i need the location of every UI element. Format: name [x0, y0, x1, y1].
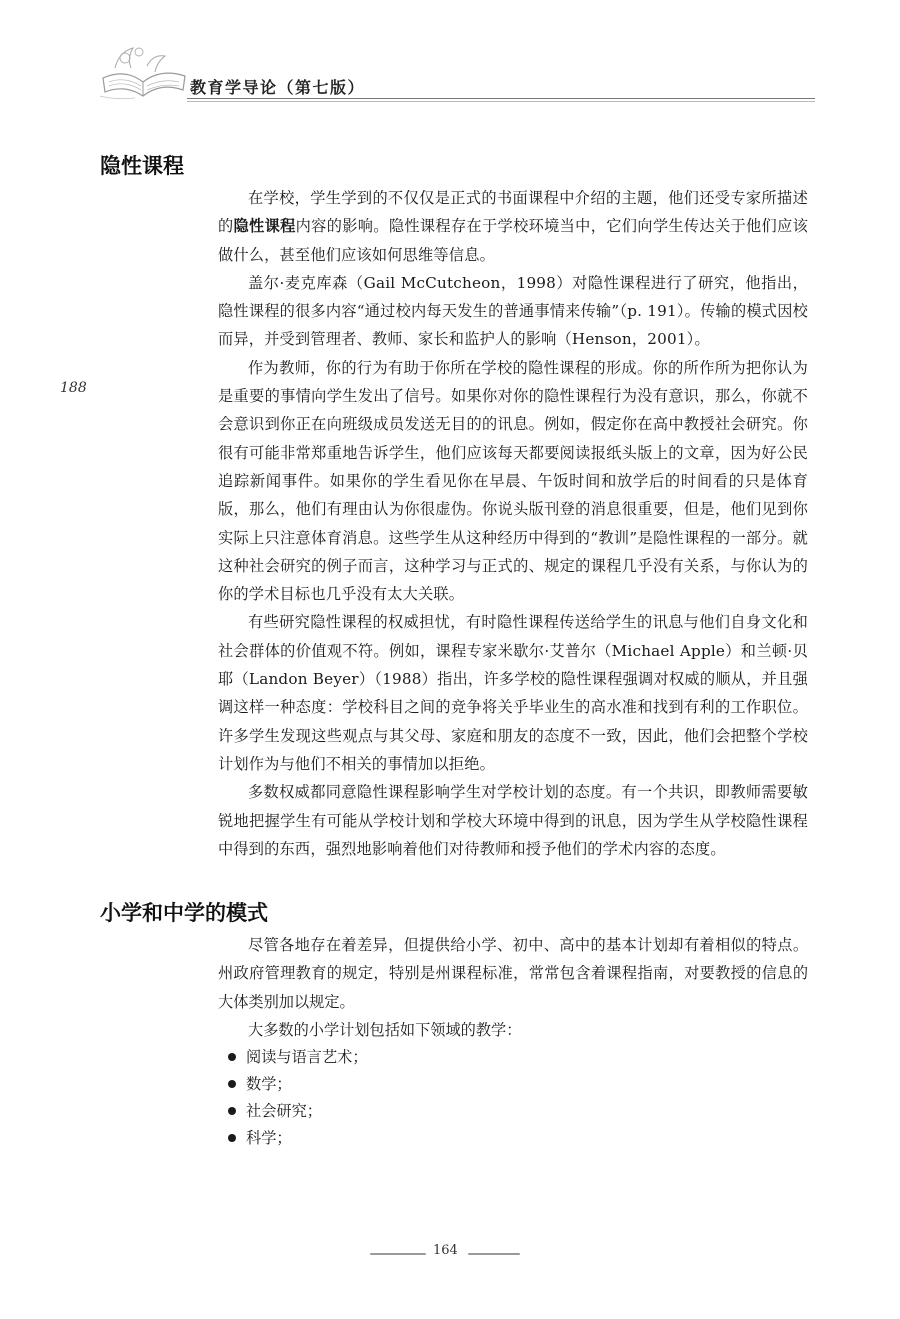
list-item: [218, 1125, 808, 1152]
list-item-text: 社会研究；: [246, 1102, 322, 1121]
key-term: 隐性课程: [233, 217, 296, 236]
book-title: 教育学导论（第七版）: [190, 78, 366, 97]
section-body: [218, 931, 808, 1152]
section-body: [218, 184, 808, 863]
header-rule: [187, 98, 815, 99]
paragraph: 大多数的小学计划包括如下领域的教学：: [248, 1021, 522, 1040]
page-footer: [370, 1243, 520, 1263]
paragraph: 多数权威都同意隐性课程影响学生对学校计划的态度。有一个共识，即教师需要敏锐地把握学生有可能从学校计划和学校大环境中得到的讯息，因为学生从学校隐性课程中得到的东西，强烈地影响着他们对待教师和授予他们的学术内容的态度。: [218, 783, 808, 858]
footer-ornament-left: [370, 1253, 426, 1255]
margin-page-number: 188: [60, 380, 87, 396]
footer-ornament-right: [468, 1253, 520, 1255]
running-header: [95, 38, 815, 108]
bullet-icon: [228, 1053, 236, 1061]
list-item: [218, 1098, 808, 1125]
paragraph-text: 在学校，学生学到的不仅仅是正式的书面课程中介绍的主题，他们还受专家所描述的: [218, 189, 808, 236]
list-item-text: 阅读与语言艺术；: [246, 1048, 368, 1067]
paragraph: 尽管各地存在着差异，但提供给小学、初中、高中的基本计划却有着相似的特点。州政府管理教育的规定，特别是州课程标准，常常包含着课程指南，对要教授的信息的大体类别加以规定。: [218, 936, 808, 1011]
page-content: [100, 150, 808, 1152]
paragraph: [218, 184, 808, 269]
list-item-text: 科学；: [246, 1129, 292, 1148]
open-book-with-flowers-icon: [95, 38, 190, 103]
page-number: 164: [433, 1243, 458, 1258]
paragraph: 作为教师，你的行为有助于你所在学校的隐性课程的形成。你的所作所为把你认为是重要的事情向学生发出了信号。如果你对你的隐性课程行为没有意识，那么，你就不会意识到你正在向班级成员发送无目的的讯息。例如，假定你在高中教授社会研究。你很有可能非常郑重地告诉学生，他们应该每天都要阅读报纸头版上的文章，因为好公民追踪新闻事件。如果你的学生看见你在早晨、午饭时间和放学后的时间看的只是体育版，那么，他们有理由认为你很虚伪。你说头版刊登的消息很重要，但是，他们见到你实际上只注意体育消息。这些学生从这种经历中得到的“教训”是隐性课程的一部分。就这种社会研究的例子而言，这种学习与正式的、规定的课程几乎没有关系，与你认为的你的学术目标也几乎没有太大关联。: [218, 358, 808, 604]
list-item: [218, 1071, 808, 1098]
section-title: 小学和中学的模式: [100, 901, 268, 926]
bullet-icon: [228, 1134, 236, 1142]
paragraph: 有些研究隐性课程的权威担忧，有时隐性课程传送给学生的讯息与他们自身文化和社会群体的价值观不符。例如，课程专家米歇尔·艾普尔（Michael Apple）和兰顿·贝耶（Landon Beyer）（1988）指出，许多学校的隐性课程强调对权威的顺从，并且强调这样一种态度：学校科目之间的竞争将关乎毕业生的高水准和找到有利的工作职位。许多学生发现这些观点与其父母、家庭和朋友的态度不一致，因此，他们会把整个学校计划作为与他们不相关的事情加以拒绝。: [218, 613, 808, 773]
section-title: 隐性课程: [100, 154, 184, 178]
bullet-list: [218, 1044, 808, 1152]
bullet-icon: [228, 1107, 236, 1115]
list-item: [218, 1044, 808, 1071]
header-rule-secondary: [187, 101, 815, 102]
bullet-icon: [228, 1080, 236, 1088]
paragraph: 盖尔·麦克库森（Gail McCutcheon，1998）对隐性课程进行了研究，他指出，隐性课程的很多内容“通过校内每天发生的普通事情来传输”（p. 191）。传输的模式因校而异，并受到管理者、教师、家长和监护人的影响（Henson，2001）。: [218, 273, 808, 349]
paragraph-text: 内容的影响。隐性课程存在于学校环境当中，它们向学生传达关于他们应该做什么，甚至他们应该如何思维等信息。: [218, 217, 808, 264]
list-item-text: 数学；: [246, 1075, 292, 1094]
